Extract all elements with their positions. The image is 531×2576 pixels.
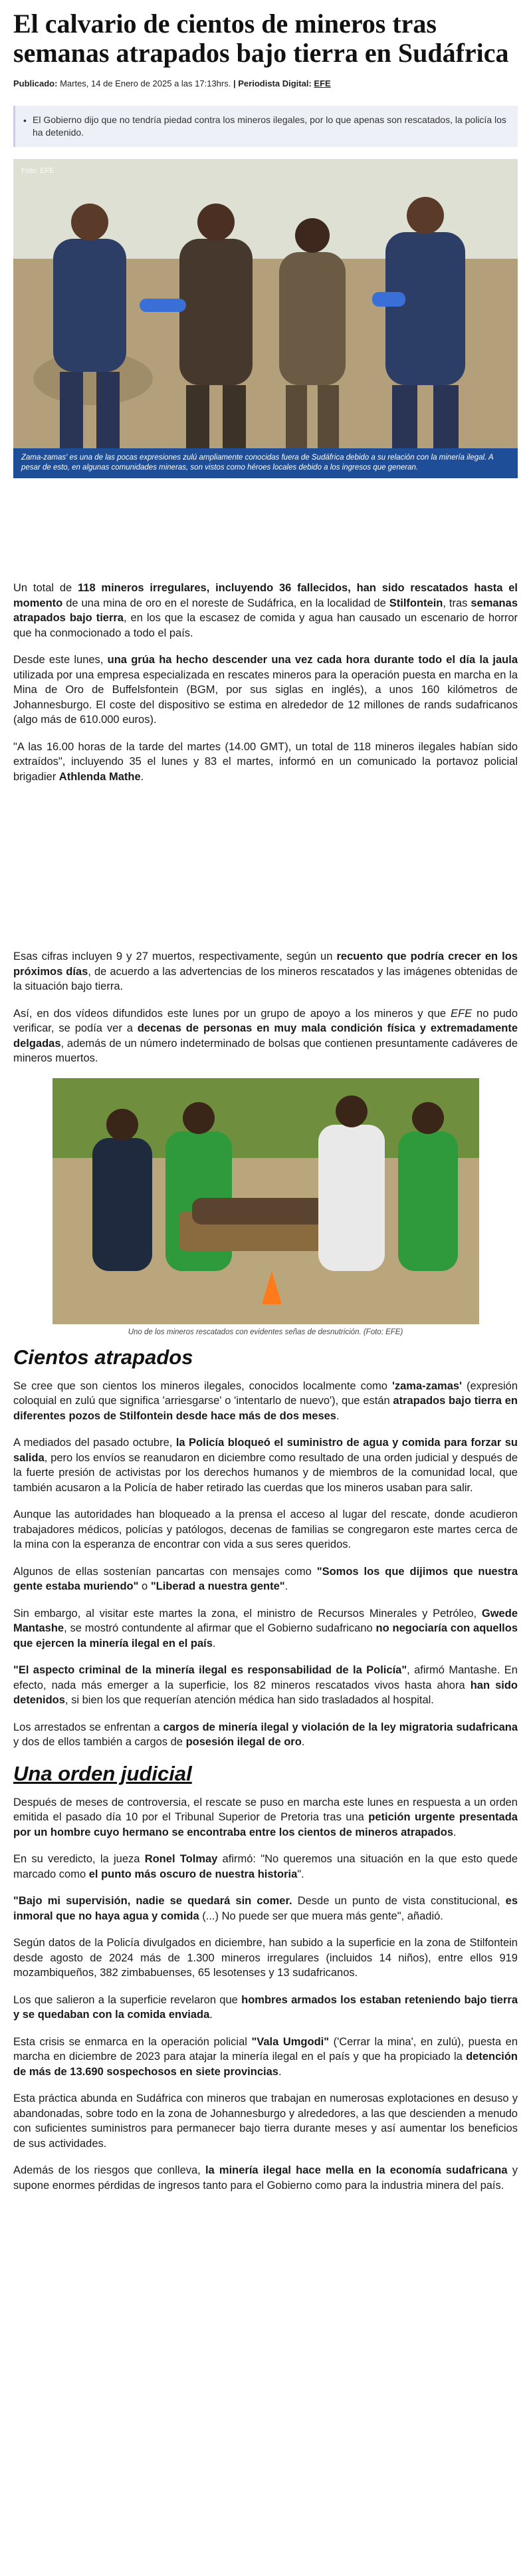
paragraph-20: Además de los riesgos que conlleva, la minería ilegal hace mella en la economía sudafricana y supone enormes pérdidas de ingresos tanto para el Gobierno como para la industria minera del país. <box>13 2164 518 2192</box>
author-label: Periodista Digital: <box>238 78 312 88</box>
paragraph-17: Los que salieron a la superficie revelaron que hombres armados los estaban reteniendo bajo tierra y se quedaban con la comida enviada. <box>13 1993 518 2021</box>
paragraph-15: "Bajo mi supervisión, nadie se quedará sin comer. Desde un punto de vista constitucional, es inmoral que no haya agua y comida (...) No puede ser que muera más gente", añadió. <box>13 1895 518 1922</box>
rescue-photo-caption: Uno de los mineros rescatados con evidentes señas de desnutrición. (Foto: EFE) <box>128 1328 403 1336</box>
summary-text: El Gobierno dijo que no tendría piedad contra los mineros ilegales, por lo que apenas son rescatados, la policía los ha detenido. <box>33 114 506 138</box>
article-page <box>0 9 531 2193</box>
paragraph-7: A mediados del pasado octubre, la Policía bloqueó el suministro de agua y comida para forzar su salida, pero los envíos se reanudaron en diciembre como resultado de una orden judicial y después de la fuerte presión de activistas por los derechos humanos y de miembros de la comunidad local, que también acusaron a la Policía de haber retirado las cuerdas que los mineros usaban para salir. <box>13 1437 518 1494</box>
ad-placeholder <box>13 478 518 581</box>
article-summary <box>13 106 518 147</box>
rescue-figure <box>53 1078 479 1336</box>
paragraph-14: En su veredicto, la jueza Ronel Tolmay afirmó: "No queremos una situación en la que esto quede marcado como el punto más oscuro de nuestra historia". <box>13 1853 518 1880</box>
hero-photo-illustration <box>13 159 518 478</box>
hero-caption: Zama-zamas' es una de las pocas expresiones zulú ampliamente conocidas fuera de Sudáfrica debido a su relación con la minería ilegal. A pesar de esto, en algunas comunidades mineras, son vistos como héroes locales debido a los ingresos que generan. <box>13 448 518 478</box>
paragraph-1: Un total de 118 mineros irregulares, incluyendo 36 fallecidos, han sido rescatados hasta el momento de una mina de oro en el noreste de Sudáfrica, en la localidad de Stilfontein, tras semanas atrapados bajo tierra, en los que la escasez de comida y agua han causado un escenario de horror que ha conmocionado a todo el país. <box>13 582 518 639</box>
paragraph-13: Después de meses de controversia, el rescate se puso en marcha este lunes en respuesta a un orden emitida el pasado día 10 por el Tribunal Superior de Pretoria tras una petición urgente presentada por un hombre cuyo hermano se encontraba entre los cientos de mineros atrapados. <box>13 1796 518 1838</box>
rescue-photo-illustration <box>53 1078 479 1324</box>
rescue-photo <box>53 1078 479 1324</box>
source-link[interactable]: EFE <box>314 78 331 88</box>
published-date: Martes, 14 de Enero de 2025 a las 17:13hrs. <box>60 78 231 88</box>
hero-photo-credit: Foto: EFE <box>21 167 54 175</box>
section-heading-orden-judicial: Una orden judicial <box>13 1761 192 1785</box>
article-headline: El calvario de cientos de mineros tras semanas atrapados bajo tierra en Sudáfrica <box>13 9 509 68</box>
paragraph-18: Esta crisis se enmarca en la operación policial "Vala Umgodi" ('Cerrar la mina', en zulú), puesta en marcha en diciembre de 2023 para atajar la minería ilegal en el país y que ha propiciado la detención de más de 13.690 sospechosos en siete provincias. <box>13 2035 518 2078</box>
paragraph-10: Sin embargo, al visitar este martes la zona, el ministro de Recursos Minerales y Petróleo, Gwede Mantashe, se mostró contundente al afirmar que el Gobierno sudafricano no negociaría con aquellos que ejercen la minería ilegal en el país. <box>13 1607 518 1649</box>
summary-bullet-icon: • <box>23 115 27 126</box>
paragraph-3: "A las 16.00 horas de la tarde del martes (14.00 GMT), un total de 118 mineros ilegales habían sido extraídos", incluyendo 35 el lunes y 83 el martes, informó en un comunicado la portavoz policial brigadier Athlenda Mathe. <box>13 740 518 783</box>
paragraph-2: Desde este lunes, una grúa ha hecho descender una vez cada hora durante todo el día la jaula utilizada por una empresa especializada en rescates mineros para la operación puesta en marcha en la Mina de Oro de Buffelsfontein (BGM, por sus siglas en inglés), a unos 160 kilómetros de Johannesburgo. El coste del dispositivo se estima en alrededor de 12 millones de rands sudafricanos (algo más de 610.000 euros). <box>13 654 518 726</box>
paragraph-6: Se cree que son cientos los mineros ilegales, conocidos localmente como 'zama-zamas' (expresión coloquial en zulú que significa 'arriesgarse' o 'intentarlo de nuevo'), que están atrapados bajo tierra en diferentes pozos de Stilfontein desde hace más de dos meses. <box>13 1379 518 1422</box>
section-heading-cientos-atrapados: Cientos atrapados <box>13 1345 193 1369</box>
paragraph-9: Algunos de ellas sostenían pancartas con mensajes como "Somos los que dijimos que nuestra gente estaba muriendo" o "Liberad a nuestra gente". <box>13 1565 518 1592</box>
paragraph-5: Así, en dos vídeos difundidos este lunes por un grupo de apoyo a los mineros y que EFE no pudo verificar, se podía ver a decenas de personas en muy mala condición física y extremadamente delgadas, además de un número indeterminado de bolsas que contienen presuntamente cadáveres de mineros muertos. <box>13 1007 518 1064</box>
hero-image <box>13 159 518 478</box>
published-label: Publicado: <box>13 78 58 88</box>
article-meta <box>13 78 518 88</box>
paragraph-8: Aunque las autoridades han bloqueado a la prensa el acceso al lugar del rescate, donde acudieron trabajadores médicos, policías y patólogos, decenas de familias se congregaron este martes cerca de la mina con la esperanza de encontrar con vida a sus seres queridos. <box>13 1508 518 1550</box>
meta-separator: | <box>233 78 236 88</box>
paragraph-4: Esas cifras incluyen 9 y 27 muertos, respectivamente, según un recuento que podría crecer en los próximos días, de acuerdo a las advertencias de los mineros rescatados y las imágenes obtenidas de la situación bajo tierra. <box>13 950 518 992</box>
article-content <box>0 9 531 2193</box>
paragraph-12: Los arrestados se enfrentan a cargos de minería ilegal y violación de la ley migratoria sudafricana y dos de ellos también a cargos de posesión ilegal de oro. <box>13 1721 518 1748</box>
ad-placeholder-2 <box>13 796 518 949</box>
paragraph-16: Según datos de la Policía divulgados en diciembre, han subido a la superficie en la zona de Stilfontein desde agosto de 2024 más de 1.300 mineros irregulares (incluidos 14 niños), entre ellos 919 mozambiqueños, 382 zimbabuenses, 65 lesotenses y 13 sudafricanos. <box>13 1937 518 1979</box>
paragraph-19: Esta práctica abunda en Sudáfrica con mineros que trabajan en numerosas explotaciones en desuso y abandonadas, sobre todo en la zona de Johannesburgo y alrededores, a las que descienden a menudo con suficientes suministros para permanecer bajo tierra durante meses y así aumentar los beneficios de sus actividades. <box>13 2092 518 2150</box>
paragraph-11: "El aspecto criminal de la minería ilegal es responsabilidad de la Policía", afirmó Mantashe. En efecto, nada más emerger a la superficie, los 82 mineros rescatados vivos hasta ahora han sido detenidos, si bien los que requerían atención médica han sido trasladados al hospital. <box>13 1664 518 1706</box>
